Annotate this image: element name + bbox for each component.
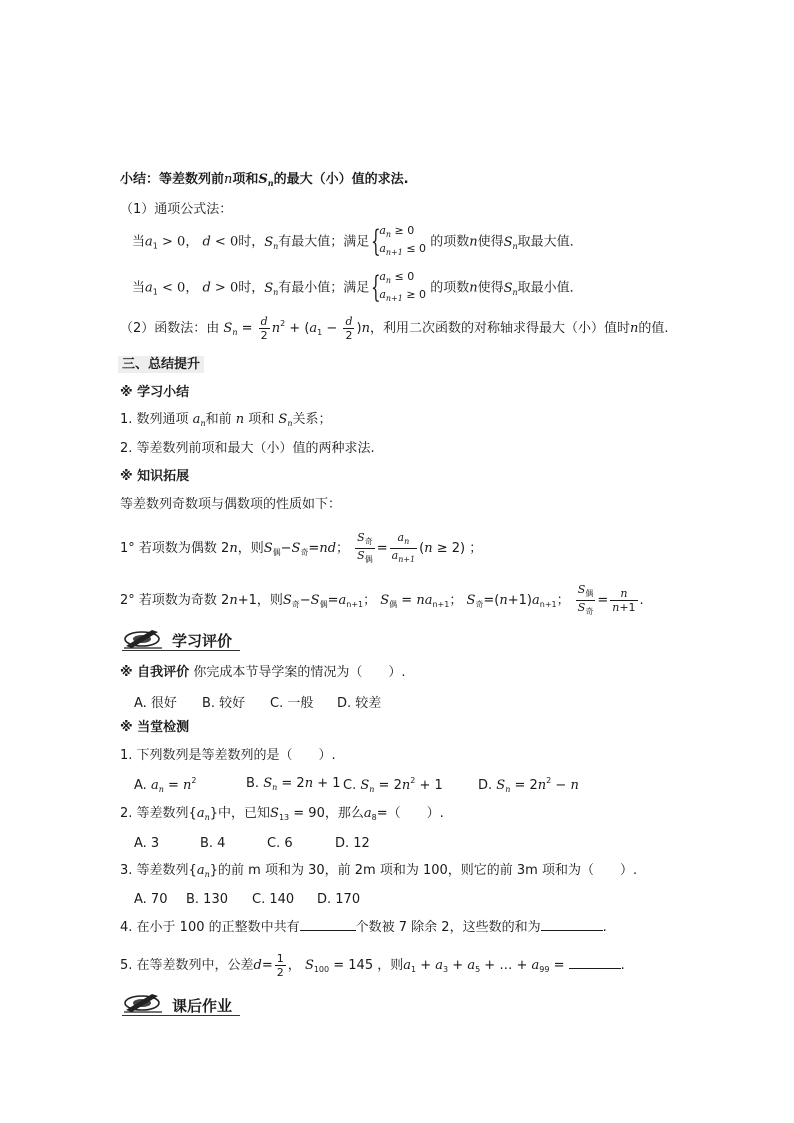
q1-option-d: D. $S_n = 2n^2 - n$ bbox=[478, 776, 579, 794]
evaluation-header: 学习评价 bbox=[172, 632, 233, 650]
self-evaluation-line: ※ 自我评价 你完成本节导学案的情况为（ ）. bbox=[120, 665, 406, 680]
question-5: 5. 在等差数列中，公差d= $\frac{1}{2}$ ， $S_{100} = 145$ ，则$a_1 + a_3 + a_5$ + … + $a_{99}$ = . bbox=[120, 952, 625, 979]
q4-blank-2 bbox=[541, 918, 603, 931]
question-3: 3. 等差数列$\{a_n\}$的前 m 项和为 30，前 2m 项和为 100，则它的前 3m 项和为（ ）. bbox=[120, 863, 638, 879]
property-2: 2° 若项数为奇数 2n+1，则$S_奇-S_偶=a_{n+1}$； $S_偶 = na_{n+1}$； $S_奇=(n+1)a_{n+1}$； $\frac{S_偶}{S_奇}$ = $\frac{n}{n+1}$ . bbox=[120, 583, 644, 616]
q3-option-a: A. 70 bbox=[134, 892, 168, 907]
q2-option-c: C. 6 bbox=[267, 836, 293, 851]
q1-option-a: A. $a_n = n^2$ bbox=[134, 776, 197, 794]
q3-option-d: D. 170 bbox=[317, 892, 361, 907]
study-summary-title: ※ 学习小结 bbox=[120, 385, 190, 400]
extension-title: ※ 知识拓展 bbox=[120, 469, 190, 484]
summary-title: 小结：等差数列前n项和$S_n$的最大（小）值的求法. bbox=[120, 172, 409, 188]
self-option-a: A. 很好 bbox=[134, 696, 177, 711]
evaluation-header-underline bbox=[122, 650, 240, 651]
q2-option-d: D. 12 bbox=[335, 836, 370, 851]
question-2: 2. 等差数列$\{a_n\}$中，已知$S_{13} = 90$，那么$a_8=$（ ）. bbox=[120, 806, 444, 822]
homework-header: 课后作业 bbox=[172, 997, 233, 1015]
property-1: 1° 若项数为偶数 2n，则$S_偶-S_奇=nd$； $\frac{S_奇}{S_偶}$ = $\frac{a_n}{a_{n+1}}$ (n ≥ 2) ； bbox=[120, 531, 483, 564]
section3-title: 三、总结提升 bbox=[118, 356, 204, 374]
q3-option-b: B. 130 bbox=[186, 892, 228, 907]
homework-header-icon bbox=[122, 990, 164, 1014]
q3-option-c: C. 140 bbox=[252, 892, 295, 907]
check-title: ※ 当堂检测 bbox=[120, 720, 190, 735]
homework-header-underline bbox=[122, 1015, 240, 1016]
question-4: 4. 在小于 100 的正整数中共有 个数被 7 除余 2，这些数的和为 . bbox=[120, 920, 607, 935]
q5-blank bbox=[569, 956, 621, 969]
q2-option-b: B. 4 bbox=[200, 836, 226, 851]
extension-intro: 等差数列奇数项与偶数项的性质如下： bbox=[120, 497, 342, 512]
q4-blank-1 bbox=[300, 918, 356, 931]
evaluation-header-icon bbox=[122, 626, 164, 650]
method1-label: （1）通项公式法： bbox=[120, 202, 233, 217]
summary-item-2: 2. 等差数列前项和最大（小）值的两种求法. bbox=[120, 441, 375, 456]
question-1: 1. 下列数列是等差数列的是（ ）. bbox=[120, 748, 336, 763]
case2-line: 当$a_1 < 0$， d > 0时，$S_n$有最小值；满足{$a_n \le 0$ $a_{n+1} \ge 0$ 的项数n使得$S_n$取最小值． bbox=[132, 270, 583, 305]
method2-line: （2）函数法：由 $S_n$ = $\frac{d}{2}$ $n^2 + (a_1$ − $\frac{d}{2}$ )n，利用二次函数的对称轴求得最大（小）值时n的值. bbox=[120, 315, 669, 342]
self-option-c: C. 一般 bbox=[270, 696, 314, 711]
self-option-d: D. 较差 bbox=[337, 696, 382, 711]
case1-line: 当$a_1 > 0$， d < 0时，$S_n$有最大值；满足{$a_n \ge 0$ $a_{n+1} \le 0$ 的项数n使得$S_n$取最大值． bbox=[132, 224, 583, 259]
summary-item-1: 1. 数列通项 $a_n$和前 n 项和 $S_n$关系； bbox=[120, 412, 332, 428]
self-option-b: B. 较好 bbox=[202, 696, 246, 711]
q2-option-a: A. 3 bbox=[134, 836, 160, 851]
q1-option-c: C. $S_n = 2n^2 + 1$ bbox=[343, 776, 443, 794]
q1-option-b: B. $S_n = 2n + 1$ bbox=[246, 776, 341, 792]
